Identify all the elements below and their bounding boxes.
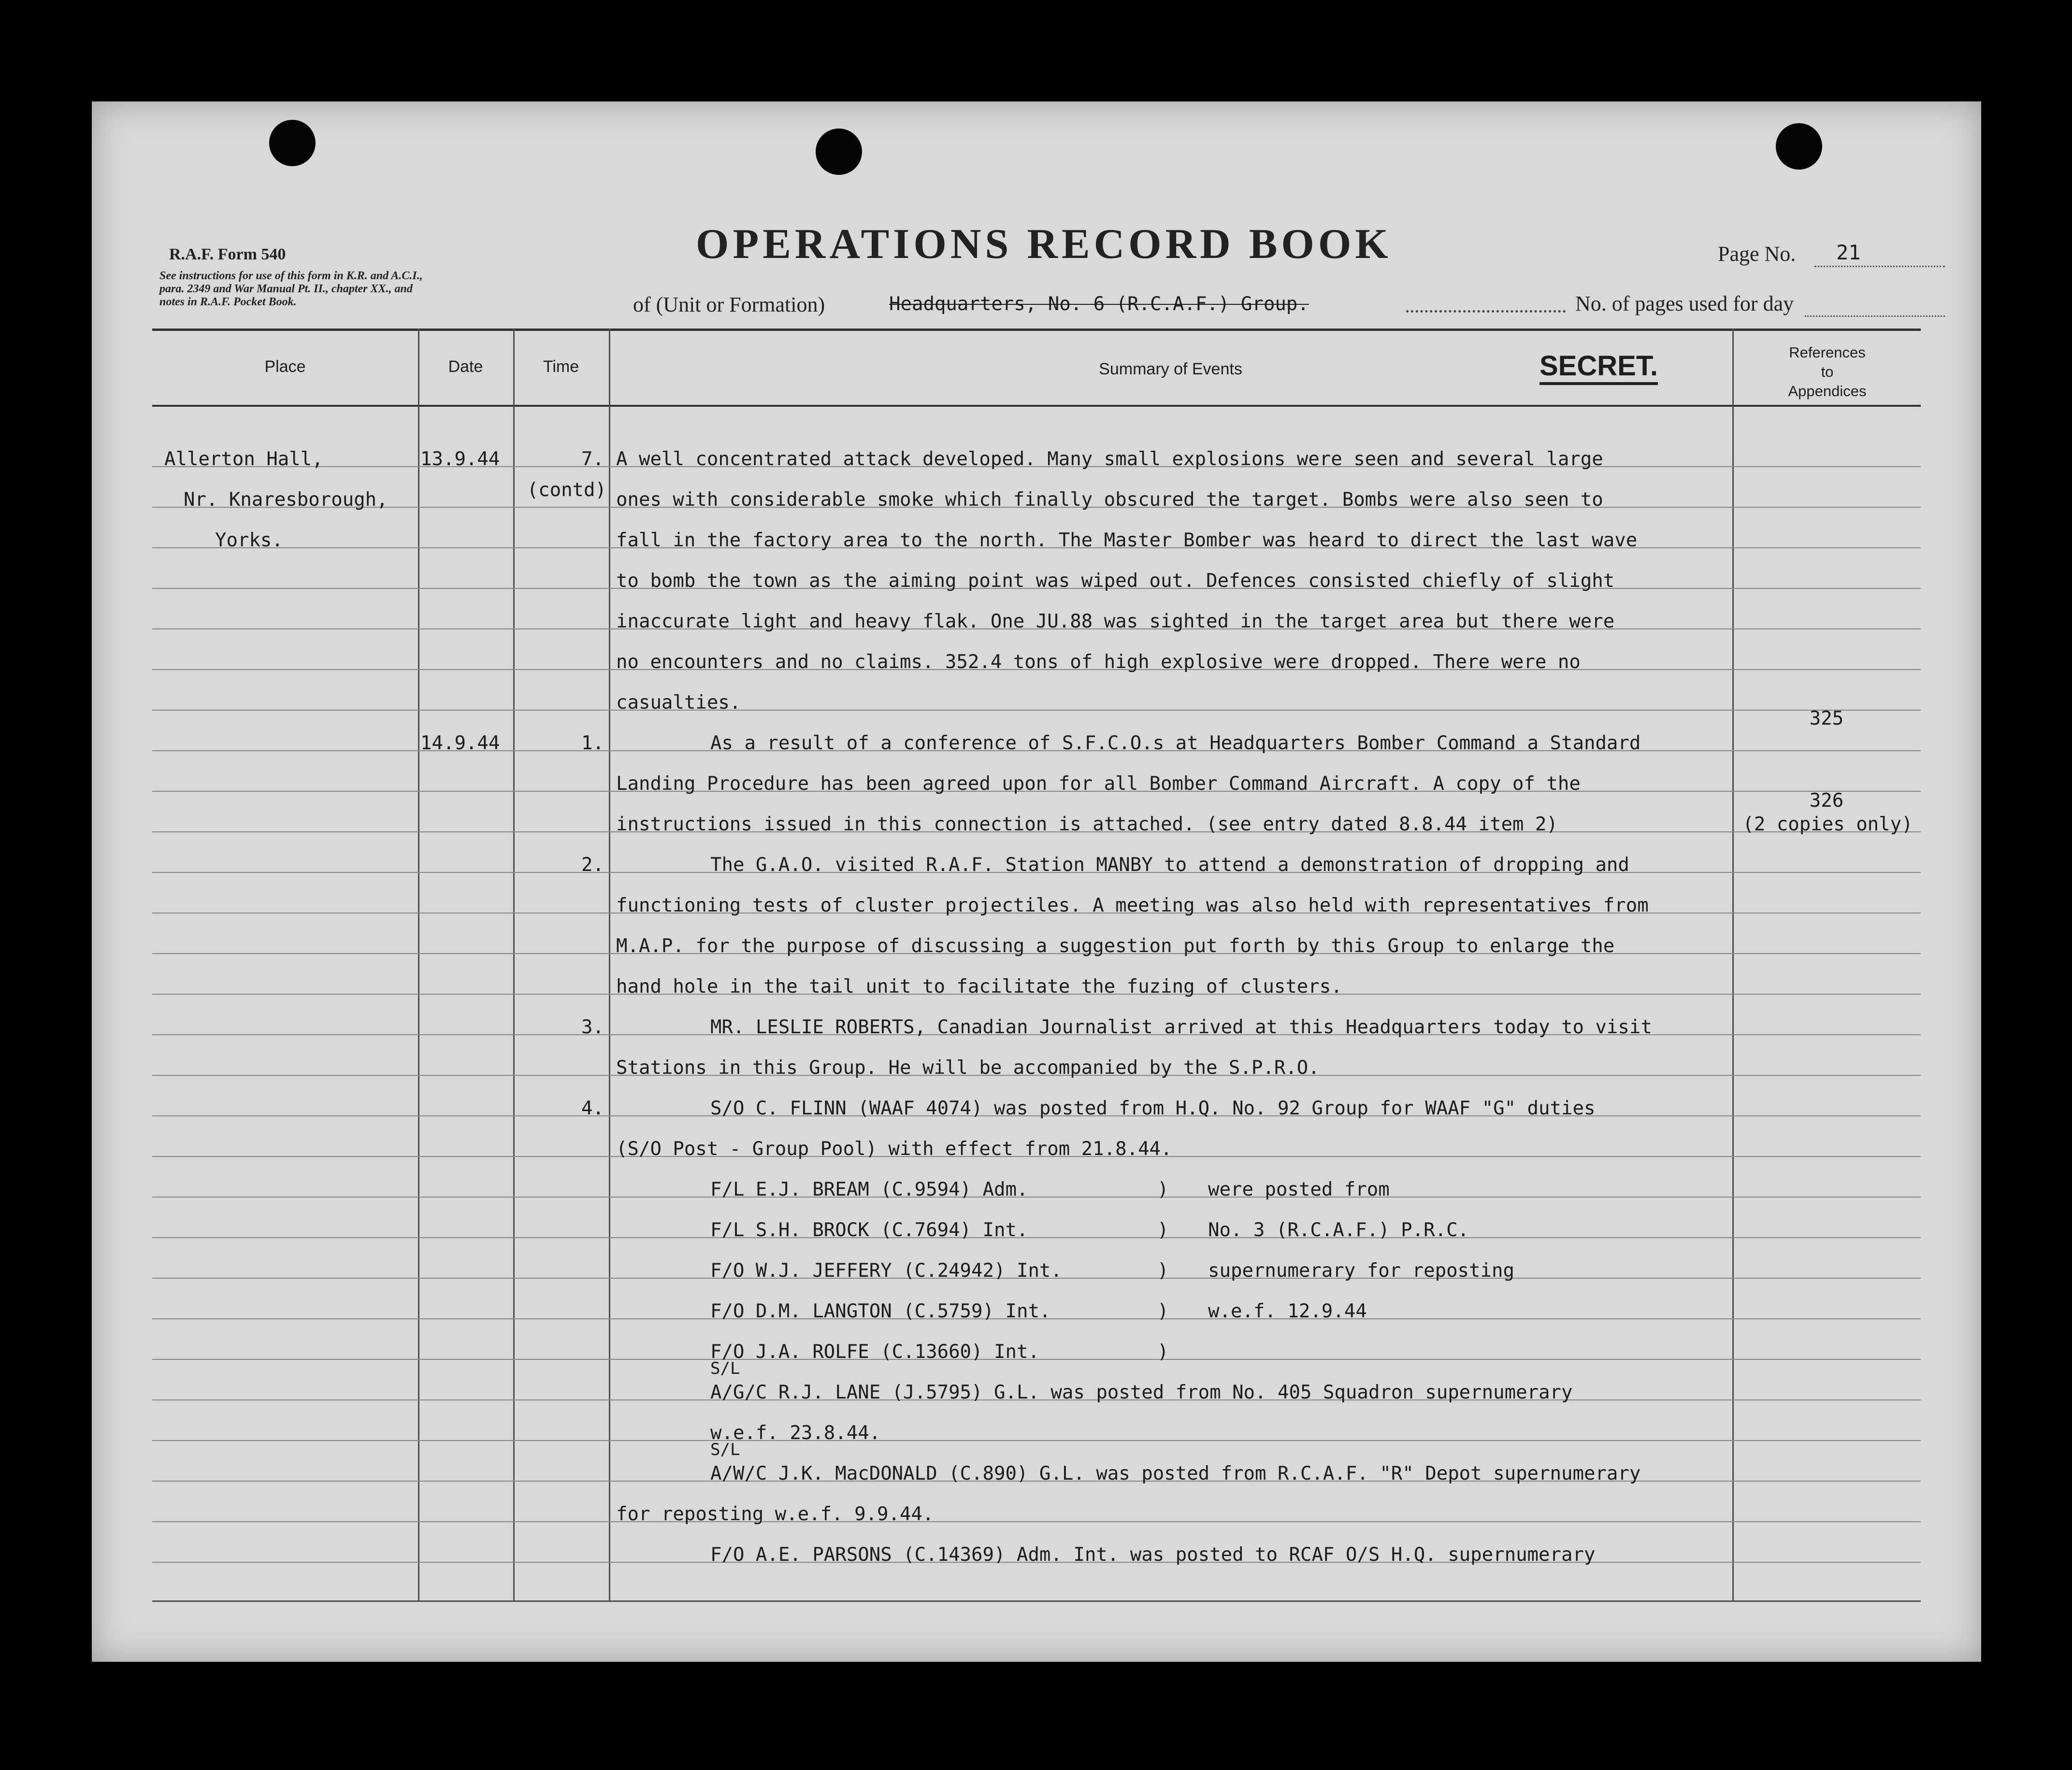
summary-line: for reposting w.e.f. 9.9.44. — [616, 1503, 934, 1525]
column-header-time: Time — [543, 357, 579, 376]
officer-line: F/O W.J. JEFFERY (C.24942) Int. — [710, 1260, 1062, 1282]
instruction-line: para. 2349 and War Manual Pt. II., chapter XX., and — [159, 283, 413, 295]
place-line: Allerton Hall, — [164, 448, 323, 470]
entry-time: 4. — [581, 1098, 604, 1119]
summary-line: A/W/C J.K. MacDONALD (C.890) G.L. was posted from R.C.A.F. "R" Depot supernumerary — [710, 1463, 1641, 1485]
place-line: Yorks. — [215, 529, 283, 551]
binder-hole-right — [1776, 123, 1822, 170]
form-instructions — [159, 270, 423, 309]
summary-line: The G.A.O. visited R.A.F. Station MANBY to attend a demonstration of dropping and — [710, 854, 1629, 876]
ruled-line — [152, 710, 1921, 711]
place-line: Nr. Knaresborough, — [184, 489, 388, 511]
summary-line: to bomb the town as the aiming point was wiped out. Defences consisted chiefly of slight — [616, 570, 1615, 592]
summary-line: instructions issued in this connection is attached. (see entry dated 8.8.44 item 2) — [616, 814, 1558, 835]
column-header-place: Place — [264, 357, 306, 376]
summary-line: functioning tests of cluster projectiles. A meeting was also held with representatives from — [616, 895, 1649, 916]
instruction-line: See instructions for use of this form in K.R. and A.C.I., — [159, 270, 423, 282]
page-title: OPERATIONS RECORD BOOK — [696, 221, 1392, 268]
ruled-line — [152, 1197, 1921, 1198]
summary-line: fall in the factory area to the north. The Master Bomber was heard to direct the last wave — [616, 529, 1638, 551]
divider-summary-refs — [1732, 328, 1734, 1600]
officer-line: F/O J.A. ROLFE (C.13660) Int. — [710, 1341, 1039, 1363]
pages-used-line — [1805, 315, 1945, 317]
form-number: R.A.F. Form 540 — [169, 245, 286, 263]
bracket-mark: ) — [1157, 1300, 1169, 1322]
appendix-ref: 326 — [1809, 790, 1844, 812]
posting-note: were posted from — [1208, 1179, 1390, 1200]
entry-date: 13.9.44 — [420, 448, 500, 470]
binder-hole-left — [269, 120, 316, 166]
entry-time-contd: (contd) — [527, 479, 606, 501]
officer-line: F/L S.H. BROCK (C.7694) Int. — [710, 1219, 1028, 1241]
column-header-references — [1734, 343, 1921, 401]
page-number-value: 21 — [1836, 241, 1861, 264]
ruled-line — [152, 1440, 1921, 1441]
entry-time: 2. — [581, 854, 604, 876]
summary-line: As a result of a conference of S.F.C.O.s at Headquarters Bomber Command a Standard — [710, 732, 1641, 754]
page-number-line — [1814, 266, 1945, 267]
bracket-mark: ) — [1157, 1341, 1169, 1363]
summary-line: hand hole in the tail unit to facilitate the fuzing of clusters. — [616, 976, 1342, 998]
appendix-ref-note: (2 copies only) — [1742, 814, 1913, 835]
page-number-label: Page No. — [1718, 242, 1796, 266]
entry-time: 7. — [581, 448, 604, 470]
summary-line: A well concentrated attack developed. Many small explosions were seen and several large — [616, 448, 1603, 470]
bracket-mark: ) — [1157, 1179, 1169, 1200]
summary-line: A/G/C R.J. LANE (J.5795) G.L. was posted from No. 405 Squadron supernumerary — [710, 1382, 1573, 1403]
summary-line: MR. LESLIE ROBERTS, Canadian Journalist arrived at this Headquarters today to visit — [710, 1016, 1652, 1038]
instruction-line: notes in R.A.F. Pocket Book. — [159, 296, 297, 308]
posting-note: w.e.f. 12.9.44 — [1208, 1300, 1367, 1322]
table-top-border — [152, 328, 1921, 331]
bracket-mark: ) — [1157, 1219, 1169, 1241]
entry-time: 3. — [581, 1016, 604, 1038]
unit-value: Headquarters, No. 6 (R.C.A.F.) Group. — [889, 293, 1309, 315]
binder-hole-center — [816, 128, 862, 175]
unit-dots — [1406, 310, 1566, 313]
summary-line: M.A.P. for the purpose of discussing a suggestion put forth by this Group to enlarge the — [616, 935, 1615, 957]
divider-date-time — [513, 328, 515, 1600]
references-heading-line: to — [1821, 363, 1834, 380]
summary-line: casualties. — [616, 692, 741, 714]
posting-note: No. 3 (R.C.A.F.) P.R.C. — [1208, 1219, 1469, 1241]
summary-line: F/O A.E. PARSONS (C.14369) Adm. Int. was posted to RCAF O/S H.Q. supernumerary — [710, 1544, 1596, 1566]
unit-label: of (Unit or Formation) — [633, 293, 825, 316]
column-header-date: Date — [448, 357, 483, 376]
secret-stamp: SECRET. — [1540, 350, 1658, 385]
summary-line: S/O C. FLINN (WAAF 4074) was posted from H.Q. No. 92 Group for WAAF "G" duties — [710, 1098, 1596, 1119]
summary-line: Stations in this Group. He will be accompanied by the S.P.R.O. — [616, 1057, 1320, 1079]
entry-date: 14.9.44 — [420, 732, 500, 754]
summary-line: inaccurate light and heavy flak. One JU.88 was sighted in the target area but there were — [616, 611, 1615, 632]
summary-line: (S/O Post - Group Pool) with effect from 21.8.44. — [616, 1138, 1172, 1160]
summary-line: Landing Procedure has been agreed upon for all Bomber Command Aircraft. A copy of the — [616, 773, 1581, 795]
column-header-summary: Summary of Events — [1099, 360, 1242, 378]
rank-correction: S/L — [710, 1359, 740, 1378]
record-sheet — [92, 101, 1981, 1662]
ruled-line — [152, 1237, 1921, 1238]
rank-correction: S/L — [710, 1440, 740, 1459]
divider-place-date — [418, 328, 419, 1600]
posting-note: supernumerary for reposting — [1208, 1260, 1514, 1282]
appendix-ref: 325 — [1809, 708, 1844, 729]
summary-line: no encounters and no claims. 352.4 tons of high explosive were dropped. There were no — [616, 651, 1581, 673]
table-bottom-border — [152, 1600, 1921, 1602]
divider-time-summary — [609, 328, 610, 1600]
header-bottom-border — [152, 405, 1921, 407]
ruled-line — [152, 1521, 1921, 1522]
officer-line: F/O D.M. LANGTON (C.5759) Int. — [710, 1300, 1051, 1322]
summary-line: w.e.f. 23.8.44. — [710, 1422, 881, 1444]
entry-time: 1. — [581, 732, 604, 754]
references-heading-line: Appendices — [1788, 383, 1867, 400]
officer-line: F/L E.J. BREAM (C.9594) Adm. — [710, 1179, 1028, 1200]
summary-line: ones with considerable smoke which finally obscured the target. Bombs were also seen to — [616, 489, 1603, 511]
references-heading-line: References — [1789, 344, 1866, 361]
bracket-mark: ) — [1157, 1260, 1169, 1282]
pages-used-label: No. of pages used for day — [1575, 292, 1794, 315]
